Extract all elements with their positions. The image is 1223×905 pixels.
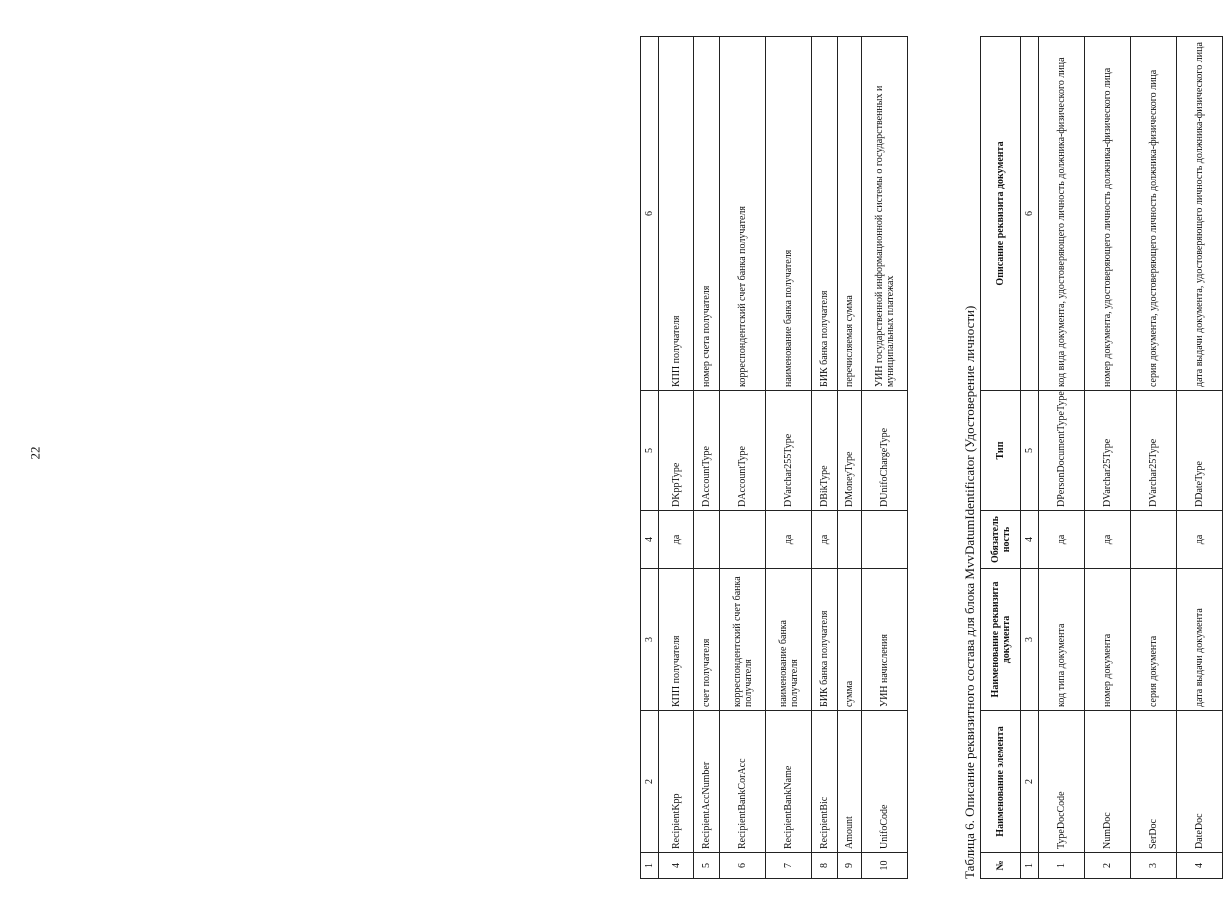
field-type: DDateType bbox=[1177, 391, 1223, 511]
required-flag: да bbox=[1039, 511, 1085, 569]
field-description: код вида документа, удостоверяющего личность должника-физического лица bbox=[1039, 37, 1085, 391]
rotated-document-content bbox=[630, 5, 1205, 905]
field-name: сумма bbox=[838, 569, 862, 711]
required-flag: да bbox=[659, 511, 694, 569]
element-name: DateDoc bbox=[1177, 711, 1223, 853]
required-flag: да bbox=[1177, 511, 1223, 569]
row-number: 6 bbox=[720, 853, 766, 879]
header-number-5: 5 bbox=[1021, 391, 1039, 511]
row-number: 4 bbox=[1177, 853, 1223, 879]
row-number: 4 bbox=[659, 853, 694, 879]
element-name: RecipientBankCorAcc bbox=[720, 711, 766, 853]
field-name: корреспондентский счет банка получателя bbox=[720, 569, 766, 711]
element-name: SerDoc bbox=[1131, 711, 1177, 853]
field-type: DVarchar255Type bbox=[766, 391, 812, 511]
header-number-6: 6 bbox=[641, 37, 659, 391]
row-number: 1 bbox=[1039, 853, 1085, 879]
table-row bbox=[838, 37, 862, 879]
field-name: код типа документа bbox=[1039, 569, 1085, 711]
header-number-4: 4 bbox=[1021, 511, 1039, 569]
required-flag: да bbox=[812, 511, 838, 569]
header-required: Обязатель ность bbox=[981, 511, 1021, 569]
field-type: DVarchar25Type bbox=[1085, 391, 1131, 511]
field-name: счет получателя bbox=[694, 569, 720, 711]
field-description: корреспондентский счет банка получателя bbox=[720, 37, 766, 391]
header-number-3: 3 bbox=[1021, 569, 1039, 711]
header-element-name: Наименование элемента bbox=[981, 711, 1021, 853]
header-number-4: 4 bbox=[641, 511, 659, 569]
header-number-5: 5 bbox=[641, 391, 659, 511]
header-number-2: 2 bbox=[1021, 711, 1039, 853]
header-row bbox=[981, 37, 1021, 879]
table-row bbox=[812, 37, 838, 879]
header-number-1: 1 bbox=[641, 853, 659, 879]
page-number-text: 22 bbox=[27, 446, 42, 459]
page-number bbox=[29, 0, 41, 905]
header-number-1: 1 bbox=[1021, 853, 1039, 879]
element-name: RecipientKpp bbox=[659, 711, 694, 853]
field-description: БИК банка получателя bbox=[812, 37, 838, 391]
element-name: RecipientBankName bbox=[766, 711, 812, 853]
field-name: наименование банка получателя bbox=[766, 569, 812, 711]
field-name: номер документа bbox=[1085, 569, 1131, 711]
row-number: 2 bbox=[1085, 853, 1131, 879]
element-name: NumDoc bbox=[1085, 711, 1131, 853]
required-flag bbox=[1131, 511, 1177, 569]
element-name: Amount bbox=[838, 711, 862, 853]
field-description: наименование банка получателя bbox=[766, 37, 812, 391]
required-flag bbox=[862, 511, 908, 569]
table-row bbox=[1039, 37, 1085, 879]
field-type: DKppType bbox=[659, 391, 694, 511]
header-no: № bbox=[981, 853, 1021, 879]
header-number-2: 2 bbox=[641, 711, 659, 853]
header-number-3: 3 bbox=[641, 569, 659, 711]
table-6-caption: Таблица 6. Описание реквизитного состава для блока MvvDatumIdentificator (Удостоверение личности) bbox=[962, 305, 977, 879]
table-row bbox=[694, 37, 720, 879]
field-type: DAccountType bbox=[694, 391, 720, 511]
field-description: дата выдачи документа, удостоверяющего личность должника-физического лица bbox=[1177, 37, 1223, 391]
table-row bbox=[862, 37, 908, 879]
element-name: RecipientAccNumber bbox=[694, 711, 720, 853]
table-6-identity-document bbox=[980, 36, 1223, 879]
header-number-6: 6 bbox=[1021, 37, 1039, 391]
field-type: DVarchar25Type bbox=[1131, 391, 1177, 511]
table-row bbox=[766, 37, 812, 879]
element-name: UnifoCode bbox=[862, 711, 908, 853]
required-flag: да bbox=[766, 511, 812, 569]
table-recipient-continuation bbox=[640, 36, 908, 879]
table-row bbox=[659, 37, 694, 879]
field-description: УИН государственной информационной системы о государственных и муниципальных платежах bbox=[862, 37, 908, 391]
header-number-row bbox=[1021, 37, 1039, 879]
field-description: перечисляемая сумма bbox=[838, 37, 862, 391]
row-number: 9 bbox=[838, 853, 862, 879]
header-field-name: Наименование реквизита документа bbox=[981, 569, 1021, 711]
field-description: серия документа, удостоверяющего личность должника-физического лица bbox=[1131, 37, 1177, 391]
required-flag bbox=[720, 511, 766, 569]
field-type: DBikType bbox=[812, 391, 838, 511]
table-row bbox=[720, 37, 766, 879]
element-name: RecipientBic bbox=[812, 711, 838, 853]
field-type: DPersonDocumentTypeType bbox=[1039, 391, 1085, 511]
field-name: УИН начисления bbox=[862, 569, 908, 711]
required-flag bbox=[838, 511, 862, 569]
field-name: КПП получателя bbox=[659, 569, 694, 711]
header-type: Тип bbox=[981, 391, 1021, 511]
field-type: DUnifoChargeType bbox=[862, 391, 908, 511]
table-row bbox=[1085, 37, 1131, 879]
row-number: 3 bbox=[1131, 853, 1177, 879]
field-type: DMoneyType bbox=[838, 391, 862, 511]
row-number: 5 bbox=[694, 853, 720, 879]
header-description: Описание реквизита документа bbox=[981, 37, 1021, 391]
field-name: БИК банка получателя bbox=[812, 569, 838, 711]
field-description: номер счета получателя bbox=[694, 37, 720, 391]
required-flag bbox=[694, 511, 720, 569]
element-name: TypeDocCode bbox=[1039, 711, 1085, 853]
field-name: дата выдачи документа bbox=[1177, 569, 1223, 711]
field-name: серия документа bbox=[1131, 569, 1177, 711]
field-description: номер документа, удостоверяющего личность должника-физического лица bbox=[1085, 37, 1131, 391]
header-number-row bbox=[641, 37, 659, 879]
row-number: 10 bbox=[862, 853, 908, 879]
table-row bbox=[1177, 37, 1223, 879]
row-number: 8 bbox=[812, 853, 838, 879]
field-description: КПП получателя bbox=[659, 37, 694, 391]
table-row bbox=[1131, 37, 1177, 879]
row-number: 7 bbox=[766, 853, 812, 879]
required-flag: да bbox=[1085, 511, 1131, 569]
field-type: DAccountType bbox=[720, 391, 766, 511]
